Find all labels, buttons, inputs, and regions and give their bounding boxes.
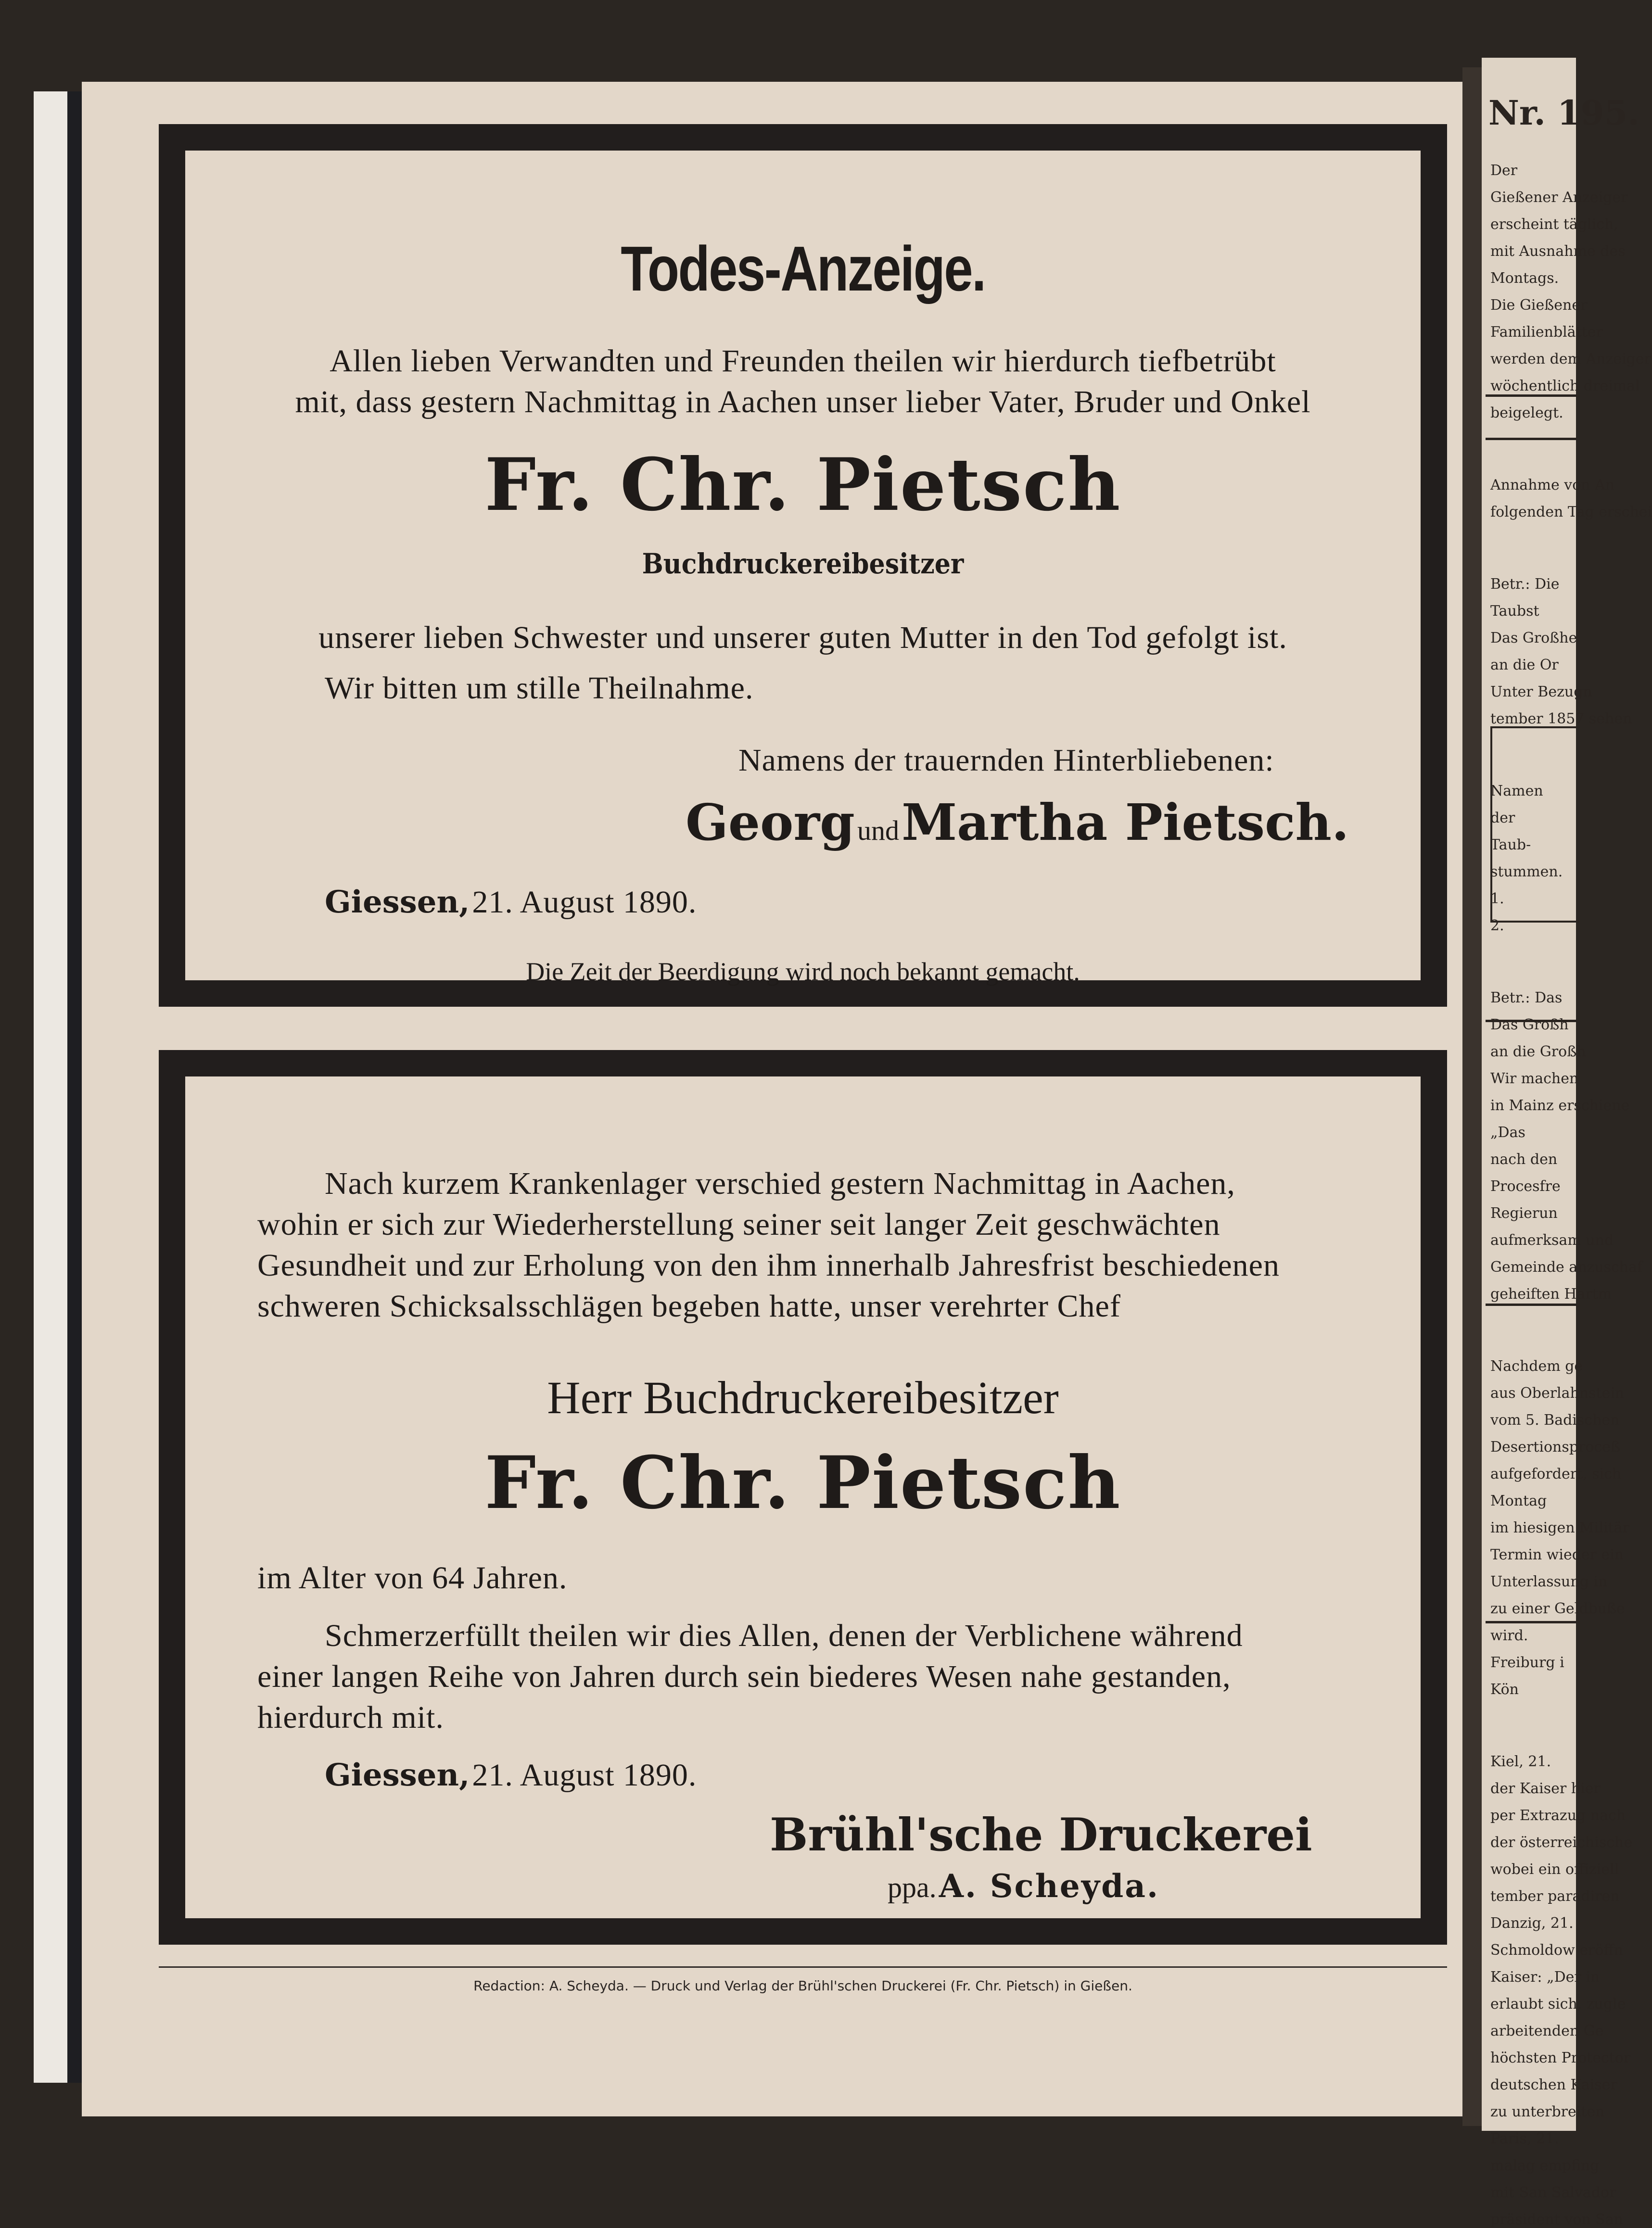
ppa-label: ppa. <box>888 1872 937 1903</box>
adjacent-page-fragment: Taubst <box>1490 603 1539 620</box>
adjacent-page-fragment: mit Ausnahme des <box>1490 243 1626 260</box>
company-name: Brühl'sche Druckerei <box>770 1809 1312 1861</box>
mourner-name: Martha Pietsch. <box>902 793 1349 852</box>
conjunction: und <box>857 815 899 846</box>
adjacent-page-fragment: Freiburg i <box>1490 1654 1564 1671</box>
deceased-name: Fr. Chr. Pietsch <box>484 1441 1121 1525</box>
adjacent-page-fragment: Betr.: Die <box>1490 576 1560 593</box>
adjacent-page-fragment: aufgefordert, sich <box>1490 1466 1622 1482</box>
footer-rule <box>159 1966 1447 1968</box>
adjacent-page-fragment: tember 1857 sehen <box>1490 710 1632 727</box>
adjacent-page-fragment: per Extrazug nach <box>1490 1807 1626 1824</box>
adjacent-page-fragment: Annahme von An <box>1490 477 1615 494</box>
column-rule <box>1486 1621 1577 1623</box>
adjacent-page-fragment: Schmoldow eröffn <box>1490 1942 1624 1959</box>
place-date <box>325 886 697 918</box>
adjacent-page-fragment: an die Or <box>1490 657 1559 673</box>
adjacent-page-fragment: Der <box>1490 162 1518 179</box>
notice-text-line: schweren Schicksalsschlägen begeben hatte, unser verehrter Chef <box>257 1289 1121 1324</box>
adjacent-page-fragment: Betr.: Das <box>1490 989 1563 1006</box>
adjacent-page-fragment: deutschen Kaiser <box>1490 2076 1617 2093</box>
adjacent-page-fragment: Kön <box>1490 1681 1519 1698</box>
adjacent-page-fragment: tember paradiren <box>1490 1888 1620 1905</box>
adjacent-page-fragment: aufmerksam und <box>1490 1232 1614 1249</box>
adjacent-page-fragment: Das Großhe <box>1490 630 1577 646</box>
place: Giessen, <box>325 884 470 920</box>
adjacent-page-fragment: Die Gießener <box>1490 297 1588 314</box>
adjacent-page-fragment: Termin wieder ein <box>1490 1546 1624 1563</box>
mourner-name: Georg <box>686 793 855 852</box>
adjacent-page-fragment: „Das <box>1490 1124 1525 1141</box>
signatory: A. Scheyda. <box>939 1867 1159 1905</box>
notice-text-line: unserer lieben Schwester und unserer guten Mutter in den Tod gefolgt ist. <box>318 620 1287 655</box>
notice-text-line: Schmerzerfüllt theilen wir dies Allen, denen der Verblichene während <box>325 1618 1243 1653</box>
imprint-footer: Redaction: A. Scheyda. — Druck und Verlag der Brühl'schen Druckerei (Fr. Chr. Pietsch) in Gießen. <box>473 1978 1132 1994</box>
notice-text-line: wohin er sich zur Wiederherstellung seiner seit langer Zeit geschwächten <box>257 1207 1220 1242</box>
adjacent-page-fragment: der <box>1490 810 1515 826</box>
adjacent-page-fragment: Familienblätter <box>1490 324 1603 341</box>
adjacent-page-fragment: Unterlassung in <box>1490 1573 1608 1590</box>
column-rule <box>1486 438 1577 440</box>
issue-number: Nr. 195. <box>1488 93 1639 133</box>
adjacent-page-strip <box>1482 58 1652 2228</box>
adjacent-page-fragment: wird. <box>1490 1627 1528 1644</box>
adjacent-page-fragment: zu unterbreiten <box>1490 2103 1605 2120</box>
notice-text-line: Allen lieben Verwandten und Freunden theilen wir hierdurch tiefbetrübt <box>330 343 1276 379</box>
deceased-profession: Buchdruckereibesitzer <box>642 547 964 580</box>
adjacent-page-fragment: in Mainz erschiene <box>1490 1097 1630 1114</box>
adjacent-page-fragment: Taub- <box>1490 836 1531 853</box>
adjacent-page-fragment: Namen <box>1490 783 1543 799</box>
adjacent-page-fragment: geheiften Hartm <box>1490 1286 1612 1303</box>
notice-text-line: Gesundheit und zur Erholung von den ihm innerhalb Jahresfrist beschiedenen <box>257 1248 1280 1283</box>
adjacent-page-fragment: arbeitenden Ge <box>1490 2023 1604 2039</box>
adjacent-page-fragment: Gemeinde anzuschaf <box>1490 1259 1643 1276</box>
notice-text-line: Nach kurzem Krankenlager verschied gestern Nachmittag in Aachen, <box>325 1166 1235 1201</box>
adjacent-page-fragment: stummen. <box>1490 863 1563 880</box>
notice-text-line: Wir bitten um stille Theilnahme. <box>325 671 754 706</box>
adjacent-page-fragment: Desertionsproceß <box>1490 1439 1620 1456</box>
place-date <box>325 1757 697 1793</box>
adjacent-page-fragment: nach den <box>1490 1151 1558 1168</box>
death-notice-company <box>159 1050 1447 1945</box>
adjacent-page-fragment: mit San Salvador <box>1490 2184 1616 2201</box>
adjacent-page-fragment: folgenden Tag erschei <box>1490 504 1652 520</box>
notice-heading: Todes-Anzeige. <box>621 233 985 304</box>
deceased-age: im Alter von 64 Jahren. <box>257 1560 568 1595</box>
adjacent-page-fragment: Unter Bezugn <box>1490 684 1592 700</box>
adjacent-page-fragment: Kaiser: „Der in <box>1490 1969 1600 1986</box>
funeral-note: Die Zeit der Beerdigung wird noch bekannt gemacht. <box>526 957 1080 986</box>
adjacent-page-fragment: malag empfing <box>1490 2157 1600 2174</box>
adjacent-page-fragment: präsident von San <box>1490 2211 1623 2228</box>
adjacent-page-fragment: Nachdem ge <box>1490 1358 1583 1375</box>
place: Giessen, <box>325 1757 470 1793</box>
date: 21. August 1890. <box>472 885 697 920</box>
adjacent-page-fragment: Wir machen <box>1490 1070 1579 1087</box>
adjacent-page-fragment: 2. <box>1490 917 1504 934</box>
mourners-names <box>686 793 1349 852</box>
adjacent-page-fragment: Gießener Anzeiger <box>1490 189 1628 206</box>
adjacent-page-fragment: Kiel, 21. <box>1490 1753 1551 1770</box>
deceased-name: Fr. Chr. Pietsch <box>484 443 1121 527</box>
adjacent-page-fragment: Das Großh <box>1490 1016 1569 1033</box>
adjacent-page-fragment: aus Oberlahnstein <box>1490 1385 1625 1402</box>
adjacent-page-fragment: erlaubt sich, zugle <box>1490 1996 1626 2013</box>
adjacent-page-fragment: beigelegt. <box>1490 405 1563 421</box>
adjacent-page-fragment: der Kaiser hier <box>1490 1780 1601 1797</box>
adjacent-page-fragment: Montag <box>1490 1493 1547 1509</box>
adjacent-page-fragment: an die Großh <box>1490 1043 1586 1060</box>
deceased-title: Herr Buchdruckereibesitzer <box>547 1372 1059 1423</box>
adjacent-page-fragment: 1. <box>1490 890 1504 907</box>
adjacent-page-fragment: werden dem Anzeiger <box>1490 351 1651 367</box>
adjacent-page-fragment: erscheint täglich, <box>1490 216 1618 233</box>
column-rule <box>1486 394 1577 397</box>
adjacent-page-fragment: wobei ein offiziell <box>1490 1861 1619 1878</box>
adjacent-page-fragment: Paris, 21. <box>1490 2130 1559 2147</box>
adjacent-page-fragment: höchsten Protector <box>1490 2050 1631 2066</box>
notice-text-line: mit, dass gestern Nachmittag in Aachen unser lieber Vater, Bruder und Onkel <box>295 384 1311 419</box>
adjacent-page-fragment: wöchentlich dreimal <box>1490 378 1640 394</box>
mourners-label: Namens der trauernden Hinterbliebenen: <box>738 743 1274 778</box>
notice-text-line: hierdurch mit. <box>257 1700 444 1735</box>
adjacent-page-fragment: Montags. <box>1490 270 1559 287</box>
adjacent-page-fragment: der österreichische <box>1490 1834 1633 1851</box>
book-binding-spine <box>67 91 82 2083</box>
adjacent-page-fragment: Regierun <box>1490 1205 1558 1222</box>
adjacent-page-fragment: zu einer Geldbuße <box>1490 1600 1625 1617</box>
notice-text-line: einer langen Reihe von Jahren durch sein biederes Wesen nahe gestanden, <box>257 1659 1231 1694</box>
adjacent-page-fragment: Procesfre <box>1490 1178 1561 1195</box>
adjacent-page-fragment: im hiesigen Militär <box>1490 1519 1629 1536</box>
column-rule <box>1486 1304 1577 1306</box>
adjacent-page-fragment: vom 5. Badischen <box>1490 1412 1620 1429</box>
signature-line <box>888 1867 1159 1905</box>
date: 21. August 1890. <box>472 1758 697 1793</box>
adjacent-page-fragment: Danzig, 21. <box>1490 1915 1574 1932</box>
death-notice-family <box>159 124 1447 1007</box>
